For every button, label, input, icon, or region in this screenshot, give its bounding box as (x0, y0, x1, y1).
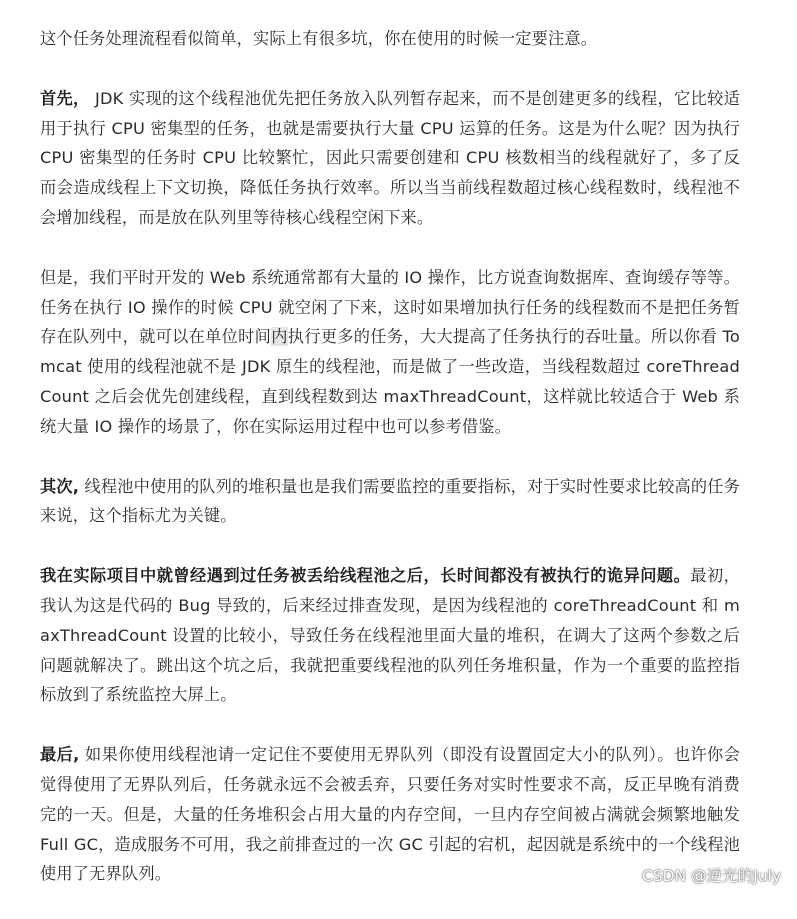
paragraph-first (40, 84, 740, 233)
paragraph-however (40, 263, 740, 442)
paragraph-second-lead: 其次, (40, 476, 80, 496)
paragraph-however-before: 但是，我们平时开发的 Web 系统通常都有大量的 IO 操作，比方说查询数据库、查询缓存等等。任务在执行 IO 操作的时候 CPU 就空闲了下来，这时如果增加执行任务的线程数而不是把任务暂存在队列中，就可以在单位时间 (40, 267, 740, 347)
paragraph-experience (40, 561, 740, 710)
paragraph-second (40, 472, 740, 532)
paragraph-second-text: 线程池中使用的队列的堆积量也是我们需要监控的重要指标，对于实时性要求比较高的任务来说，这个指标尤为关键。 (40, 476, 741, 526)
csdn-watermark: CSDN @逆光的July (642, 867, 781, 885)
paragraph-however-after: 执行更多的任务，大大提高了任务执行的吞吐量。所以你看 Tomcat 使用的线程池就不是 JDK 原生的线程池，而是做了一些改造，当线程数超过 coreThreadCount 之后会优先创建线程，直到线程数到达 maxThreadCount，这样就比较适合于 Web 系统大量 IO 操作的场景了，你在实际运用过程中也可以参考借鉴。 (40, 327, 740, 436)
paragraph-intro-text: 这个任务处理流程看似简单，实际上有很多坑，你在使用的时候一定要注意。 (40, 29, 598, 48)
paragraph-experience-text: 最初，我认为这是代码的 Bug 导致的，后来经过排查发现，是因为线程池的 coreThreadCount 和 maxThreadCount 设置的比较小，导致任务在线程池里面大量的堆积，在调大了这两个参数之后问题就解决了。跳出这个坑之后，我就把重要线程池的队列任务堆积量，作为一个重要的监控指标放到了系统监控大屏上。 (40, 566, 740, 705)
paragraph-first-text: JDK 实现的这个线程池优先把任务放入队列暂存起来，而不是创建更多的线程，它比较适用于执行 CPU 密集型的任务，也就是需要执行大量 CPU 运算的任务。这是为什么呢？因为执行 CPU 密集型的任务时 CPU 比较繁忙，因此只需要创建和 CPU 核数相当的线程就好了，多了反而会造成线程上下文切换，降低任务执行效率。所以当当前线程数超过核心线程数时，线程池不会增加线程，而是放在队列里等待核心线程空闲下来。 (40, 88, 740, 227)
paragraph-first-lead: 首先， (40, 88, 90, 108)
paragraph-finally (40, 740, 740, 889)
paragraph-experience-lead: 我在实际项目中就曾经遇到过任务被丢给线程池之后，长时间都没有被执行的诡异问题。 (40, 566, 691, 586)
article-body (40, 24, 740, 919)
paragraph-finally-lead: 最后, (40, 745, 80, 765)
paragraph-finally-text: 如果你使用线程池请一定记住不要使用无界队列（即没有设置固定大小的队列）。也许你会觉得使用了无界队列后，任务就永远不会被丢弃，只要任务对实时性要求不高，反正早晚有消费完的一天。但是，大量的任务堆积会占用大量的内存空间，一旦内存空间被占满就会频繁地触发 Full GC，造成服务不可用，我之前排查过的一次 GC 引起的宕机，起因就是系统中的一个线程池使用了无界队列。 (40, 745, 740, 884)
text-selection-highlight: 内 (271, 327, 288, 347)
paragraph-intro (40, 24, 740, 54)
